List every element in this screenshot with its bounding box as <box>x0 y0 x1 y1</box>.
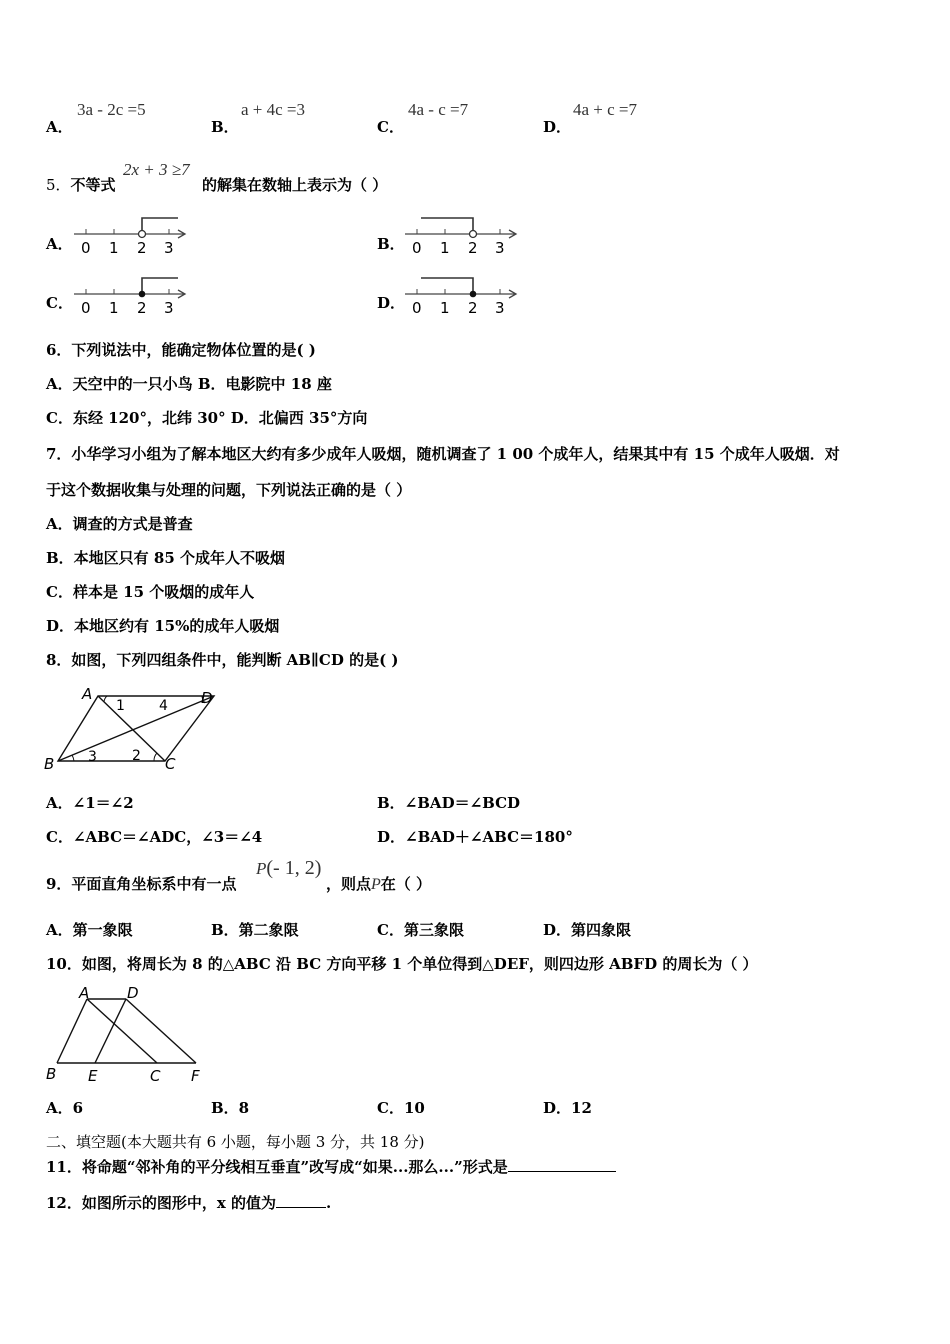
tick-2: 2 <box>468 239 478 257</box>
q5-option-b-label: B． <box>377 235 405 253</box>
label-A: A <box>79 984 90 1002</box>
q12-answer-blank[interactable] <box>276 1193 326 1208</box>
q7-option-a: A．调查的方式是普查 <box>46 515 193 533</box>
q10-option-c: C．10 <box>377 1099 425 1117</box>
tick-1: 1 <box>440 239 450 257</box>
q8-option-a: A．∠1＝∠2 <box>46 794 134 812</box>
q5-option-c-label: C． <box>46 294 73 312</box>
q11-answer-blank[interactable] <box>508 1157 616 1172</box>
q4-option-d-expr: 4a + c =7 <box>573 100 638 119</box>
tick-2: 2 <box>137 239 147 257</box>
tick-1: 1 <box>440 299 450 317</box>
q12-stem: 12．如图所示的图形中，x 的值为 . <box>46 1194 332 1212</box>
label-angle-4: 4 <box>159 698 168 714</box>
q7-stem-line2: 于这个数据收集与处理的问题，下列说法正确的是（ ） <box>46 481 412 499</box>
q9-option-c: C．第三象限 <box>377 921 464 939</box>
q9-stem-mid: ，则点P在（ ） <box>326 875 432 893</box>
q4-option-b-expr: a + 4c =3 <box>241 100 306 119</box>
q4-option-d-label: D． <box>543 118 572 136</box>
q7-stem-line1: 7．小华学习小组为了解本地区大约有多少成年人吸烟，随机调查了 1 00 个成年人，结果其中有 15 个成年人吸烟．对 <box>46 445 840 463</box>
q6-options-row2: C．东经 120°，北纬 30° D．北偏西 35°方向 <box>46 409 368 427</box>
tick-3: 3 <box>164 299 174 317</box>
label-E: E <box>88 1067 98 1085</box>
q4-option-b-label: B． <box>211 118 239 136</box>
tick-1: 1 <box>109 299 119 317</box>
label-F: F <box>191 1067 200 1085</box>
tick-0: 0 <box>412 239 422 257</box>
tick-3: 3 <box>164 239 174 257</box>
q9-option-b: B．第二象限 <box>211 921 299 939</box>
q6-options-row1: A．天空中的一只小鸟 B．电影院中 18 座 <box>46 375 332 393</box>
q9-stem-pre: 9．平面直角坐标系中有一点 <box>46 875 237 893</box>
q7-option-d: D．本地区约有 15%的成年人吸烟 <box>46 617 280 635</box>
q5-option-d-label: D． <box>377 294 406 312</box>
q5-number-line-a <box>72 212 192 258</box>
label-B: B <box>44 755 55 773</box>
q8-option-b: B．∠BAD＝∠BCD <box>377 794 521 812</box>
tick-2: 2 <box>137 299 147 317</box>
q10-stem: 10．如图，将周长为 8 的△ABC 沿 BC 方向平移 1 个单位得到△DEF，则四边形 ABFD 的周长为（ ） <box>46 955 758 973</box>
label-B: B <box>46 1065 57 1083</box>
label-D: D <box>201 689 213 707</box>
q8-option-c: C．∠ABC＝∠ADC，∠3＝∠4 <box>46 828 263 846</box>
label-angle-1: 1 <box>116 698 125 714</box>
q4-option-c-label: C． <box>377 118 404 136</box>
q10-figure-translation <box>44 983 214 1087</box>
label-A: A <box>82 685 93 703</box>
q5-stem-post: 的解集在数轴上表示为（ ） <box>202 176 388 194</box>
label-D: D <box>127 984 139 1002</box>
q8-figure-parallelogram <box>40 683 230 779</box>
q9-option-d: D．第四象限 <box>543 921 632 939</box>
tick-1: 1 <box>109 239 119 257</box>
tick-3: 3 <box>495 239 505 257</box>
q10-option-a: A．6 <box>46 1099 84 1117</box>
tick-0: 0 <box>412 299 422 317</box>
q5-number-line-b <box>403 212 523 258</box>
tick-0: 0 <box>81 239 91 257</box>
q7-option-c: C．样本是 15 个吸烟的成年人 <box>46 583 255 601</box>
q11-stem: 11．将命题“邻补角的平分线相互垂直”改写成“如果...那么...”形式是 <box>46 1156 616 1177</box>
q4-option-c-expr: 4a - c =7 <box>408 100 469 119</box>
q9-point-expr: P(- 1, 2) <box>256 857 322 879</box>
q5-expr: 2x + 3 ≥7 <box>123 160 190 179</box>
q10-option-b: B．8 <box>211 1099 250 1117</box>
q10-option-d: D．12 <box>543 1099 592 1117</box>
q5-option-a-label: A． <box>46 235 73 253</box>
tick-3: 3 <box>495 299 505 317</box>
q6-stem: 6．下列说法中，能确定物体位置的是( ) <box>46 341 316 359</box>
q4-option-a-label: A． <box>46 118 73 136</box>
label-C: C <box>165 755 176 773</box>
q5-stem: 5．不等式 <box>46 176 116 194</box>
q4-option-a-expr: 3a - 2c =5 <box>77 100 146 119</box>
q7-option-b: B．本地区只有 85 个成年人不吸烟 <box>46 549 285 567</box>
tick-0: 0 <box>81 299 91 317</box>
q9-option-a: A．第一象限 <box>46 921 133 939</box>
section-2-heading: 二、填空题(本大题共有 6 小题，每小题 3 分，共 18 分) <box>46 1133 425 1151</box>
label-angle-2: 2 <box>132 748 141 764</box>
tick-2: 2 <box>468 299 478 317</box>
label-C: C <box>150 1067 161 1085</box>
q5-number-line-d <box>403 272 523 318</box>
q8-stem: 8．如图，下列四组条件中，能判断 AB∥CD 的是( ) <box>46 651 399 669</box>
q8-option-d: D．∠BAD＋∠ABC＝180° <box>377 828 573 846</box>
q5-number-line-c <box>72 272 192 318</box>
label-angle-3: 3 <box>88 749 97 765</box>
